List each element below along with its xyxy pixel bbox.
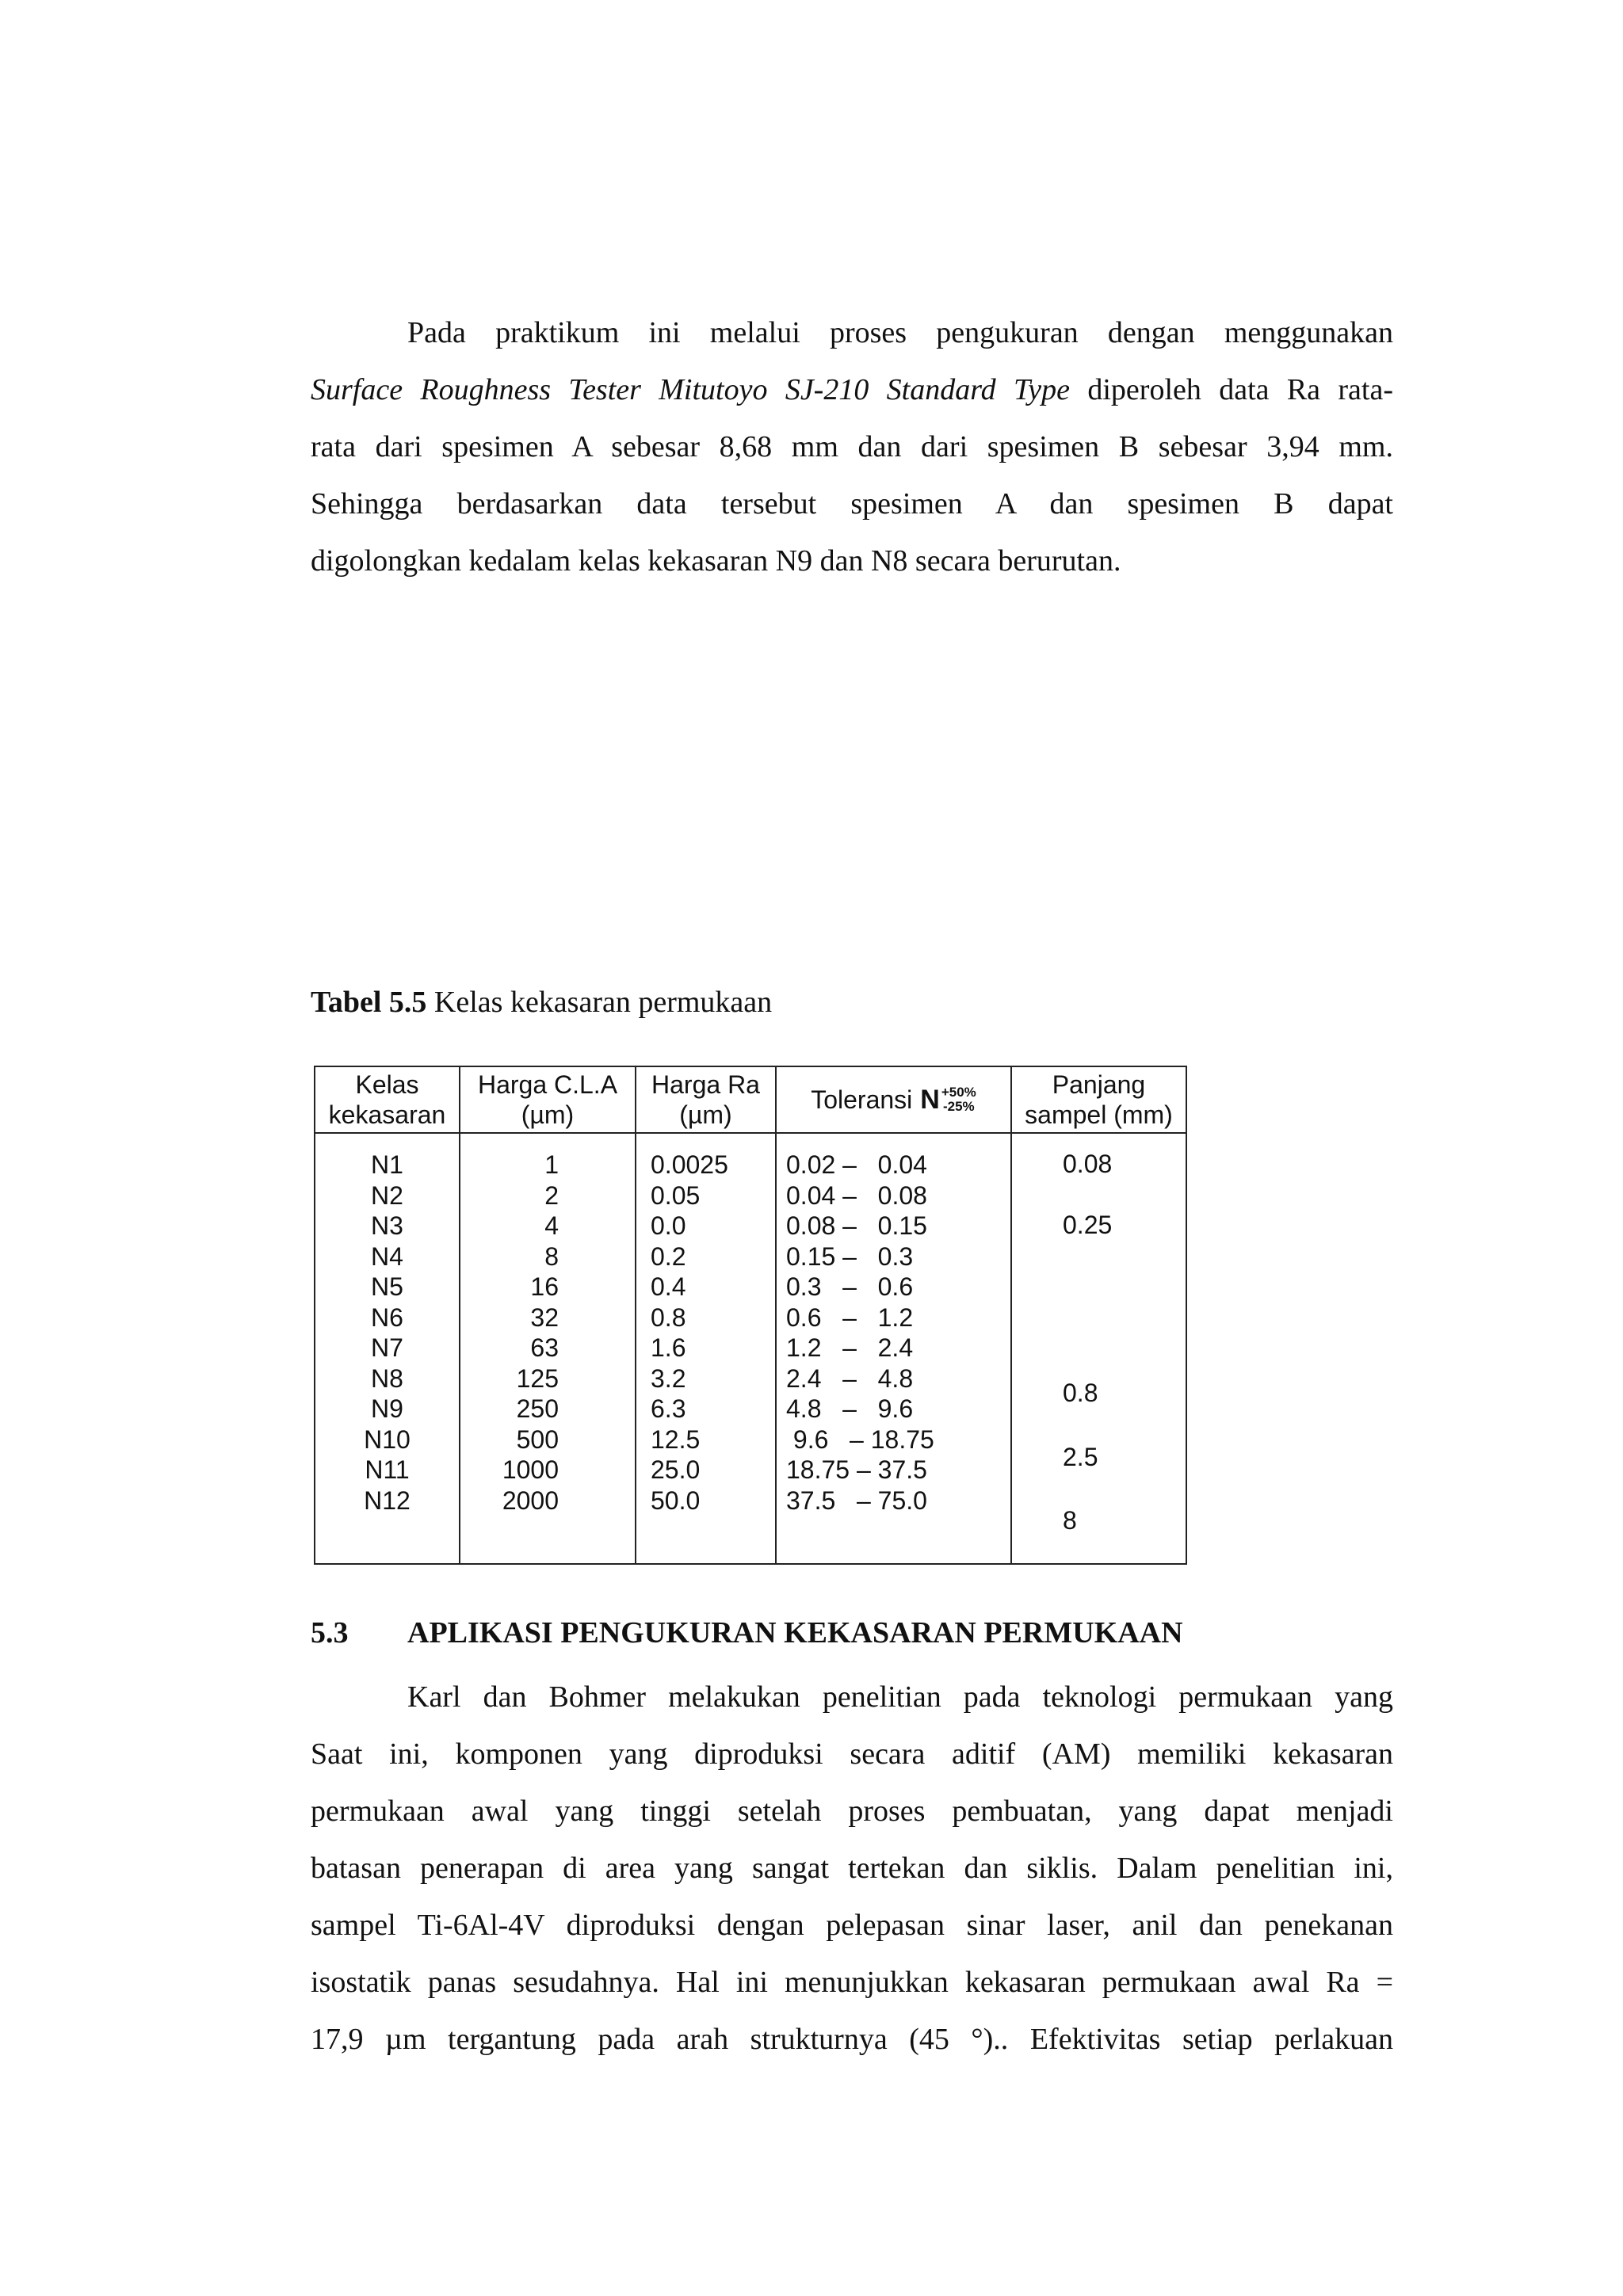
table-header-row <box>315 1066 1186 1133</box>
paragraph-2-line: sampel Ti-6Al-4V diproduksi dengan pelepasan sinar laser, anil dan penekanan <box>311 1909 1393 1942</box>
table-body-row <box>315 1133 1186 1564</box>
cell-cla: 63 <box>530 1333 559 1362</box>
paragraph-2-line: batasan penerapan di area yang sangat tertekan dan siklis. Dalam penelitian ini, <box>311 1852 1393 1885</box>
cell-toleransi: 0.08 – 0.15 <box>786 1211 927 1240</box>
cell-cla: 250 <box>516 1394 559 1423</box>
cell-toleransi: 0.02 – 0.04 <box>786 1150 927 1179</box>
cell-cla: 32 <box>530 1302 559 1332</box>
cell-ra: 50.0 <box>651 1486 701 1515</box>
cell-kelas: N3 <box>371 1211 403 1240</box>
cell-ra: 3.2 <box>651 1363 686 1393</box>
header-toleransi: Toleransi N +50% -25% <box>776 1066 1011 1133</box>
cell-kelas: N4 <box>371 1241 403 1271</box>
paragraph-1-line: rata dari spesimen A sebesar 8,68 mm dan dari spesimen B sebesar 3,94 mm. <box>311 430 1393 463</box>
cell-kelas: N9 <box>371 1394 403 1423</box>
cell-panjang: 0.08 <box>1063 1150 1113 1178</box>
cell-kelas: N8 <box>371 1363 403 1393</box>
paragraph-1-line: Pada praktikum ini melalui proses pengukuran dengan menggunakan <box>407 316 1393 349</box>
paragraph-2-line: isostatik panas sesudahnya. Hal ini menunjukkan kekasaran permukaan awal Ra = <box>311 1966 1393 1999</box>
instrument-name: Surface Roughness Tester Mitutoyo SJ-210 Standard Type <box>311 373 1071 406</box>
section-title: APLIKASI PENGUKURAN KEKASARAN PERMUKAAN <box>407 1616 1183 1650</box>
cell-ra: 1.6 <box>651 1333 686 1362</box>
cell-panjang: 2.5 <box>1063 1442 1098 1471</box>
cell-toleransi: 18.75 – 37.5 <box>786 1455 927 1484</box>
cell-toleransi: 4.8 – 9.6 <box>786 1394 914 1423</box>
cell-cla: 4 <box>544 1211 559 1240</box>
cell-panjang: 8 <box>1063 1506 1077 1535</box>
cell-kelas: N12 <box>364 1486 411 1515</box>
cell-ra: 0.4 <box>651 1272 686 1301</box>
roughness-table <box>314 1066 1187 1565</box>
paragraph-1-line: Sehingga berdasarkan data tersebut spesimen A dan spesimen B dapat <box>311 487 1393 521</box>
cell-kelas: N7 <box>371 1333 403 1362</box>
paragraph-2-line: 17,9 µm tergantung pada arah strukturnya (45 °).. Efektivitas setiap perlakuan <box>311 2023 1393 2056</box>
column-cla <box>460 1133 636 1564</box>
cell-cla: 2000 <box>502 1486 559 1515</box>
table-caption-label: Tabel 5.5 <box>311 986 427 1019</box>
tolerance-symbol: N +50% -25% <box>920 1085 976 1115</box>
cell-toleransi: 0.6 – 1.2 <box>786 1302 914 1332</box>
cell-ra: 0.2 <box>651 1241 686 1271</box>
cell-cla: 500 <box>516 1425 559 1454</box>
roughness-table-figure <box>314 1066 1186 1565</box>
table-caption <box>311 982 772 1022</box>
cell-kelas: N6 <box>371 1302 403 1332</box>
cell-ra: 0.05 <box>651 1180 701 1210</box>
cell-toleransi: 9.6 – 18.75 <box>786 1425 934 1454</box>
cell-panjang: 0.8 <box>1063 1378 1098 1407</box>
column-ra <box>636 1133 776 1564</box>
paragraph-1 <box>311 304 1393 589</box>
cell-cla: 1 <box>544 1150 559 1179</box>
cell-cla: 16 <box>530 1272 559 1301</box>
header-ra: Harga Ra (µm) <box>636 1066 776 1133</box>
paragraph-2 <box>311 1669 1393 2068</box>
paragraph-2-line: Karl dan Bohmer melakukan penelitian pada teknologi permukaan yang <box>407 1680 1393 1714</box>
cell-toleransi: 37.5 – 75.0 <box>786 1486 927 1515</box>
cell-cla: 125 <box>516 1363 559 1393</box>
cell-ra: 0.8 <box>651 1302 686 1332</box>
cell-kelas: N10 <box>364 1425 411 1454</box>
cell-kelas: N11 <box>365 1455 410 1484</box>
cell-toleransi: 0.3 – 0.6 <box>786 1272 914 1301</box>
header-kelas: Kelas kekasaran <box>315 1066 460 1133</box>
paragraph-1-line: Surface Roughness Tester Mitutoyo SJ-210 Standard Type diperoleh data Ra rata- <box>311 373 1393 406</box>
header-panjang: Panjang sampel (mm) <box>1011 1066 1186 1133</box>
paragraph-2-line: permukaan awal yang tinggi setelah proses pembuatan, yang dapat menjadi <box>311 1794 1393 1828</box>
paragraph-1-line: digolongkan kedalam kelas kekasaran N9 dan N8 secara berurutan. <box>311 544 1121 578</box>
cell-ra: 25.0 <box>651 1455 701 1484</box>
cell-cla: 8 <box>544 1241 559 1271</box>
section-number: 5.3 <box>311 1616 349 1650</box>
cell-cla: 1000 <box>502 1455 559 1484</box>
cell-toleransi: 0.04 – 0.08 <box>786 1180 927 1210</box>
column-toleransi <box>776 1133 1011 1564</box>
table-caption-text: Kelas kekasaran permukaan <box>426 986 773 1019</box>
cell-cla: 2 <box>544 1180 559 1210</box>
cell-toleransi: 1.2 – 2.4 <box>786 1333 914 1362</box>
cell-kelas: N5 <box>371 1272 403 1301</box>
cell-panjang: 0.25 <box>1063 1211 1113 1239</box>
cell-kelas: N1 <box>371 1150 403 1179</box>
column-kelas <box>315 1133 460 1564</box>
cell-ra: 0.0025 <box>651 1150 728 1179</box>
cell-ra: 12.5 <box>651 1425 701 1454</box>
cell-ra: 6.3 <box>651 1394 686 1423</box>
cell-ra: 0.0 <box>651 1211 686 1240</box>
cell-toleransi: 2.4 – 4.8 <box>786 1363 914 1393</box>
column-panjang <box>1011 1133 1186 1564</box>
paragraph-2-line: Saat ini, komponen yang diproduksi secara aditif (AM) memiliki kekasaran <box>311 1737 1393 1771</box>
section-heading <box>311 1613 1183 1653</box>
header-cla: Harga C.L.A (µm) <box>460 1066 636 1133</box>
cell-toleransi: 0.15 – 0.3 <box>786 1241 914 1271</box>
cell-kelas: N2 <box>371 1180 403 1210</box>
